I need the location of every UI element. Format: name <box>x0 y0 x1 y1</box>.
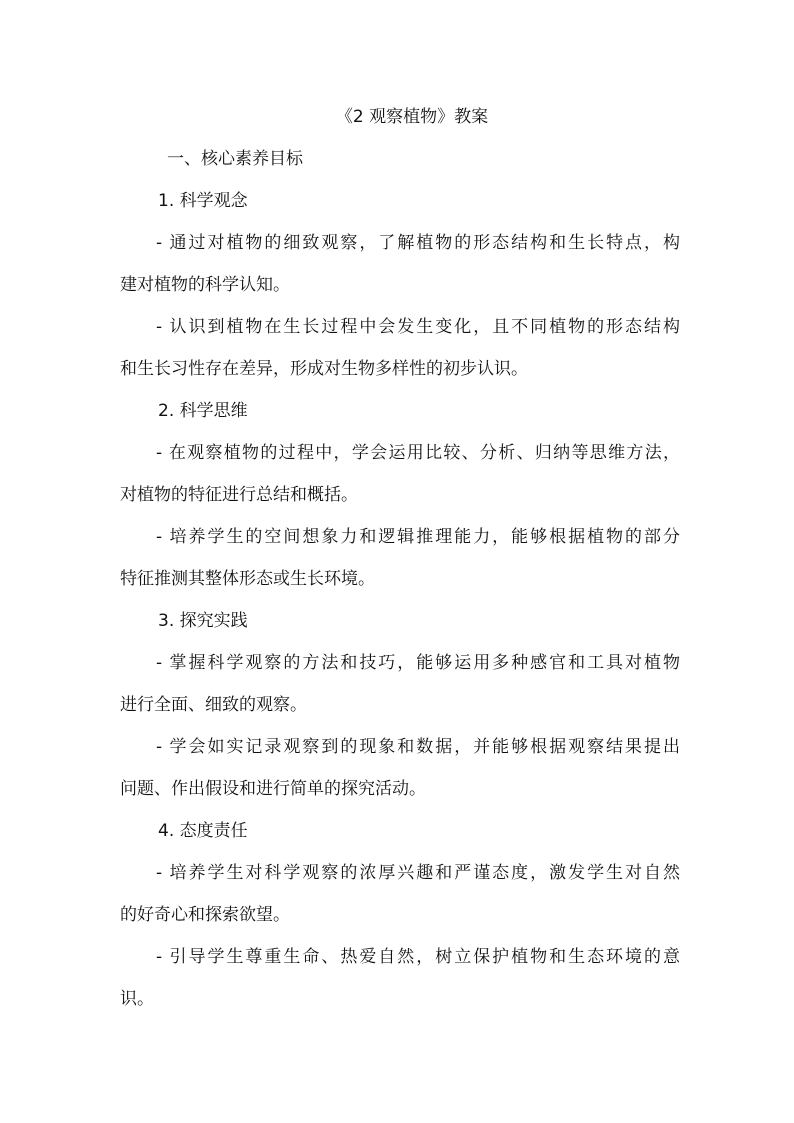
document-title: 《2 观察植物》教案 <box>335 107 489 127</box>
paragraph-line: - 在观察植物的过程中，学会运用比较、分析、归纳等思维方法， <box>156 443 680 463</box>
subsection-heading: 4. 态度责任 <box>158 821 248 841</box>
paragraph-line: 和生长习性存在差异，形成对生物多样性的初步认识。 <box>120 359 528 379</box>
paragraph-line: - 掌握科学观察的方法和技巧，能够运用多种感官和工具对植物 <box>156 653 680 673</box>
paragraph-line: 的好奇心和探索欲望。 <box>120 905 290 925</box>
paragraph-line: 特征推测其整体形态或生长环境。 <box>120 569 375 589</box>
paragraph-line: 进行全面、细致的观察。 <box>120 695 307 715</box>
paragraph-line: 识。 <box>120 989 154 1009</box>
subsection-heading: 2. 科学思维 <box>158 401 248 421</box>
paragraph-line: - 学会如实记录观察到的现象和数据，并能够根据观察结果提出 <box>156 737 680 757</box>
section-heading: 一、核心素养目标 <box>167 149 303 169</box>
subsection-heading: 1. 科学观念 <box>158 191 248 211</box>
paragraph-line: - 培养学生对科学观察的浓厚兴趣和严谨态度，激发学生对自然 <box>156 863 680 883</box>
paragraph-line: 对植物的特征进行总结和概括。 <box>120 485 358 505</box>
paragraph-line: - 通过对植物的细致观察，了解植物的形态结构和生长特点，构 <box>156 233 680 253</box>
paragraph-line: 建对植物的科学认知。 <box>120 275 290 295</box>
paragraph-line: 问题、作出假设和进行简单的探究活动。 <box>120 779 426 799</box>
subsection-heading: 3. 探究实践 <box>158 611 248 631</box>
paragraph-line: - 认识到植物在生长过程中会发生变化，且不同植物的形态结构 <box>156 317 680 337</box>
paragraph-line: - 引导学生尊重生命、热爱自然，树立保护植物和生态环境的意 <box>156 947 680 967</box>
paragraph-line: - 培养学生的空间想象力和逻辑推理能力，能够根据植物的部分 <box>156 527 680 547</box>
